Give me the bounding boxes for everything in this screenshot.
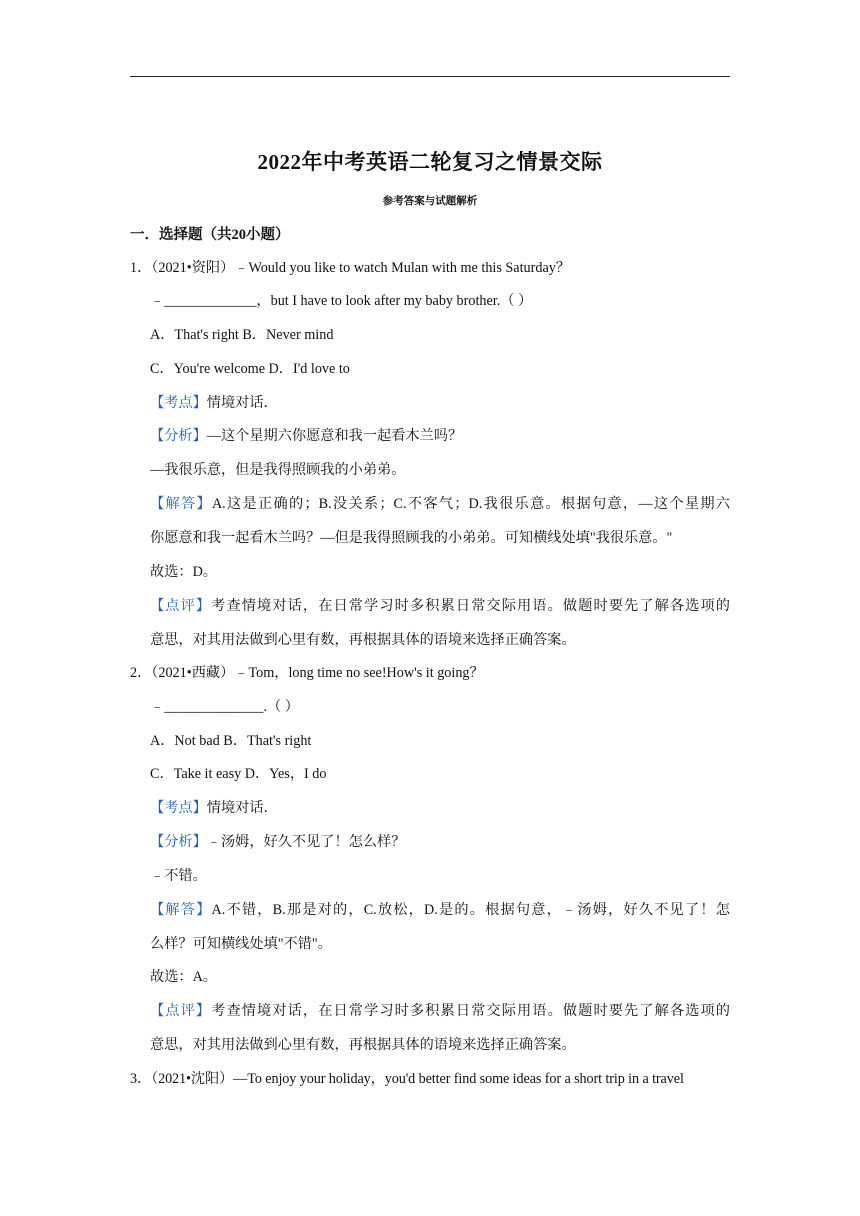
question-1-options-ab: A．That's right B．Never mind [150,327,334,343]
question-1-fenxi [150,427,730,445]
question-1-options-cd: C．You're welcome D．I'd love to [150,361,350,377]
question-1-dianping-cont: 意思，对其用法做到心里有数，再根据具体的语境来选择正确答案。 [150,632,576,648]
jieda-tag: 【解答】 [150,496,212,512]
dianping-text: 考查情境对话，在日常学习时多积累日常交际用语。做题时要先了解各选项的 [211,598,730,614]
kaodian-text: 情境对话． [206,800,278,816]
document-title: 2022年中考英语二轮复习之情景交际 [257,150,603,174]
question-1-answer: 故选：D。 [150,564,217,580]
question-2-kaodian [150,799,730,817]
fenxi-tag: 【分析】 [150,428,207,444]
jieda-text: A.不错，B.那是对的，C.放松，D.是的。根据句意，﹣汤姆，好久不见了！怎 [211,902,730,918]
question-2-answer: 故选：A。 [150,969,217,985]
kaodian-tag: 【考点】 [150,800,207,816]
question-1-stem: 1．（2021•资阳）﹣Would you like to watch Mulan with me this Saturday？ [130,260,571,276]
question-1-kaodian [150,394,730,412]
kaodian-tag: 【考点】 [150,395,207,411]
question-2-stem: 2．（2021•西藏）﹣Tom，long time no see!How's it going？ [130,665,484,681]
question-1-blank-line: ﹣_____________，but I have to look after my baby brother.（ ） [150,293,533,309]
header-rule [130,76,730,77]
dianping-tag: 【点评】 [150,598,212,614]
question-1-fenxi-cont: —我很乐意，但是我得照顾我的小弟弟。 [150,462,406,478]
question-2-dianping [150,1002,730,1020]
question-2-jieda [150,901,730,919]
dianping-tag: 【点评】 [150,1003,212,1019]
question-2-fenxi [150,833,730,851]
question-2-dianping-cont: 意思，对其用法做到心里有数，再根据具体的语境来选择正确答案。 [150,1037,576,1053]
fenxi-tag: 【分析】 [150,834,207,850]
question-2-options-ab: A．Not bad B．That's right [150,733,312,749]
fenxi-text: —这个星期六你愿意和我一起看木兰吗？ [206,428,463,444]
question-1-jieda-cont: 你愿意和我一起看木兰吗？—但是我得照顾我的小弟弟。可知横线处填"我很乐意。" [150,530,673,546]
section-heading: 一．选择题（共20小题） [130,227,290,243]
question-1-dianping [150,597,730,615]
dianping-text: 考查情境对话，在日常学习时多积累日常交际用语。做题时要先了解各选项的 [211,1003,730,1019]
kaodian-text: 情境对话． [206,395,278,411]
document-subtitle: 参考答案与试题解析 [382,196,478,207]
question-2-options-cd: C．Take it easy D．Yes，I do [150,766,327,782]
question-2-blank-line: ﹣______________.（ ） [150,699,299,715]
question-2-fenxi-cont: ﹣不错。 [150,868,207,884]
jieda-tag: 【解答】 [150,902,212,918]
jieda-text: A.这是正确的；B.没关系；C.不客气；D.我很乐意。根据句意，—这个星期六 [211,496,730,512]
question-1-jieda [150,495,730,513]
fenxi-text: ﹣汤姆，好久不见了！怎么样？ [206,834,406,850]
question-2-jieda-cont: 么样？可知横线处填"不错"。 [150,936,332,952]
question-3-stem: 3．（2021•沈阳）—To enjoy your holiday，you'd better find some ideas for a short trip in a travel [130,1071,684,1087]
